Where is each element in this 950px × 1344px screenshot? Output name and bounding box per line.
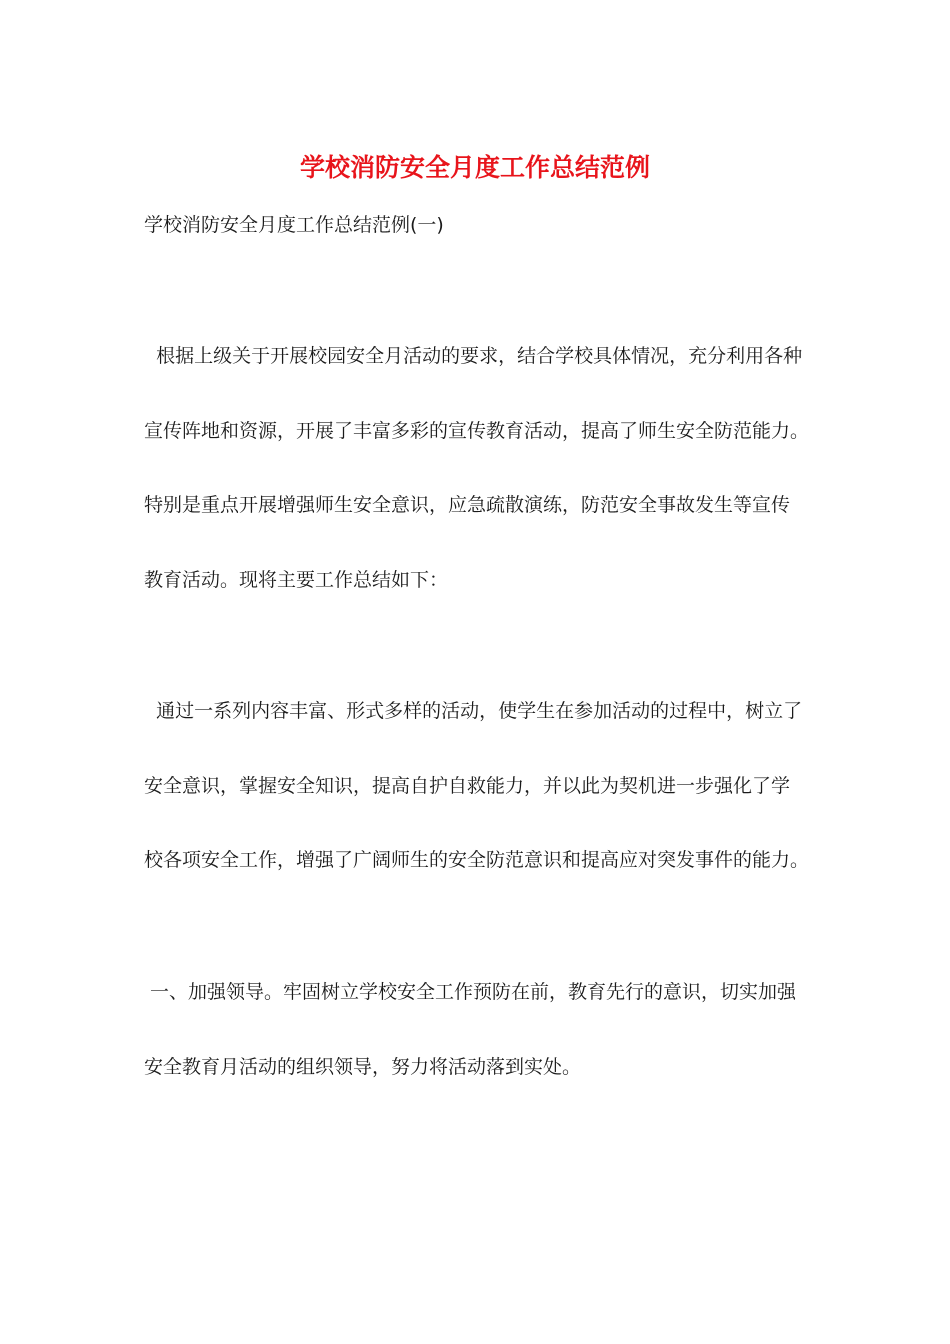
document-subtitle: 学校消防安全月度工作总结范例(一)	[144, 214, 444, 236]
paragraph-line: 通过一系列内容丰富、形式多样的活动，使学生在参加活动的过程中，树立了	[144, 700, 803, 722]
paragraph-line: 根据上级关于开展校园安全月活动的要求，结合学校具体情况，充分利用各种	[144, 345, 803, 367]
paragraph-line: 校各项安全工作，增强了广阔师生的安全防范意识和提高应对突发事件的能力。	[144, 849, 810, 871]
paragraph-line: 特别是重点开展增强师生安全意识，应急疏散演练，防范安全事故发生等宣传	[144, 494, 791, 516]
paragraph-line: 教育活动。现将主要工作总结如下：	[144, 568, 449, 591]
paragraph-line: 安全教育月活动的组织领导，努力将活动落到实处。	[144, 1055, 582, 1078]
paragraph-line: 一、加强领导。牢固树立学校安全工作预防在前，教育先行的意识，切实加强	[144, 981, 797, 1003]
paragraph-1	[144, 319, 808, 617]
paragraph-2	[144, 674, 808, 898]
paragraph-3	[144, 955, 808, 1104]
paragraph-line: 宣传阵地和资源，开展了丰富多彩的宣传教育活动，提高了师生安全防范能力。	[144, 419, 810, 442]
document-title: 学校消防安全月度工作总结范例	[299, 153, 650, 182]
paragraph-line: 安全意识，掌握安全知识，提高自护自救能力，并以此为契机进一步强化了学	[144, 774, 791, 797]
